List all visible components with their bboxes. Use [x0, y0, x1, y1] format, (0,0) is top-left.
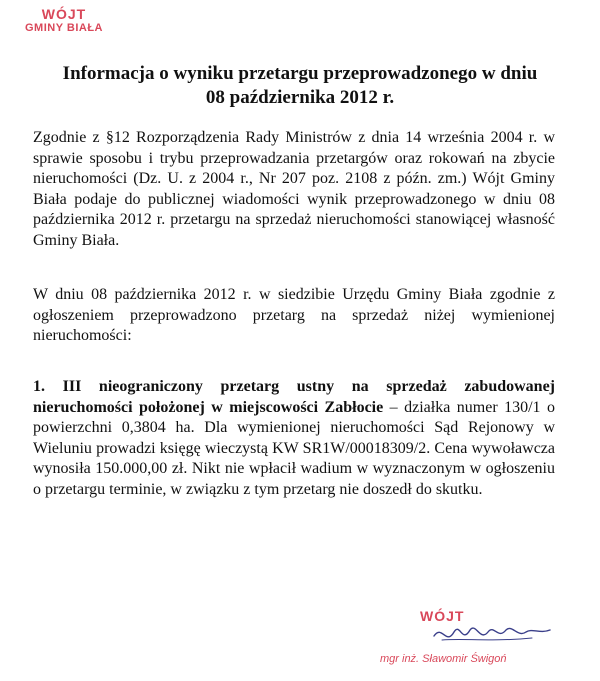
title-line-1: Informacja o wyniku przetargu przeprowadzonego w dniu	[62, 63, 538, 84]
document-title	[20, 62, 580, 110]
stamp-office: GMINY BIAŁA	[24, 22, 104, 35]
paragraph-auction-held: W dniu 08 października 2012 r. w siedzibie Urzędu Gminy Biała zgodnie z ogłoszeniem przeprowadzono przetarg na sprzedaż niżej wymienionej nieruchomości:	[33, 286, 555, 344]
auction-item-details: – działka numer 130/1 o powierzchni 0,3804 ha. Dla wymienionej nieruchomości Sąd Rejonowy w Wieluniu prowadzi księgę wieczystą KW SR1W/00018309/2. Cena wywoławcza wynosiła 150.000,00 zł. Nikt nie wpłacił wadium w wyznaczonym w ogłoszeniu o przetargu terminie, w związku z tym przetarg nie doszedł do skutku.	[33, 398, 555, 498]
handwritten-signature	[432, 618, 552, 648]
paragraph-legal-basis: Zgodnie z §12 Rozporządzenia Rady Ministrów z dnia 14 września 2004 r. w sprawie sposobu i trybu przeprowadzania przetargów oraz rokowań na zbycie nieruchomości (Dz. U. z 2004 r., Nr 207 poz. 2108 z późn. zm.) Wójt Gminy Biała podaje do publicznej wiadomości wynik przeprowadzonego w dniu 08 października 2012 r. przetargu na sprzedaż nieruchomości stanowiącej własność Gminy Biała.	[33, 129, 555, 249]
title-line-2: 08 października 2012 r.	[205, 87, 395, 108]
auction-item-heading: 1. III nieograniczony przetarg ustny na sprzedaż zabudowanej nieruchomości położonej w miejscowości Zabłocie	[33, 378, 555, 416]
paragraph-auction-result	[33, 377, 555, 500]
signatory-name: mgr inż. Sławomir Świgoń	[380, 653, 507, 665]
signature-stamp-title: WÓJT	[420, 608, 465, 624]
stamp-title: WÓJT	[41, 6, 87, 22]
office-stamp	[9, 6, 119, 35]
